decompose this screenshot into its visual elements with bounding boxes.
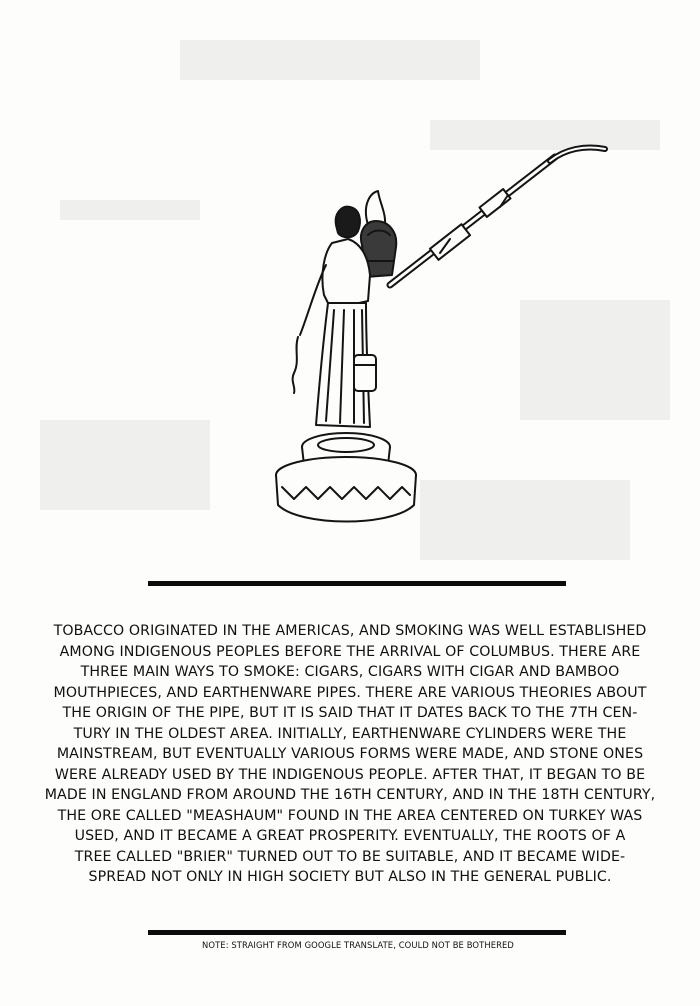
body-line: USED, AND IT BECAME A GREAT PROSPERITY. EVENTUALLY, THE ROOTS OF A: [74, 828, 626, 844]
top-divider-rule: [148, 581, 566, 586]
body-line: SPREAD NOT ONLY IN HIGH SOCIETY BUT ALSO IN THE GENERAL PUBLIC.: [88, 869, 612, 885]
body-line: MAINSTREAM, BUT EVENTUALLY VARIOUS FORMS WERE MADE, AND STONE ONES: [56, 746, 644, 762]
body-line: MOUTHPIECES, AND EARTHENWARE PIPES. THERE ARE VARIOUS THEORIES ABOUT: [53, 684, 647, 701]
body-line: WERE ALREADY USED BY THE INDIGENOUS PEOPLE. AFTER THAT, IT BEGAN TO BE: [54, 766, 646, 783]
body-line: THREE MAIN WAYS TO SMOKE: CIGARS, CIGARS WITH CIGAR AND BAMBOO: [80, 664, 620, 680]
body-line: TREE CALLED "BRIER" TURNED OUT TO BE SUITABLE, AND IT BECAME WIDE-: [74, 848, 626, 865]
body-line: MADE IN ENGLAND FROM AROUND THE 16TH CENTURY, AND IN THE 18TH CENTURY,: [44, 787, 656, 803]
body-line: TURY IN THE OLDEST AREA. INITIALLY, EARTHENWARE CYLINDERS WERE THE: [73, 725, 627, 742]
bottom-divider-rule: [148, 930, 566, 935]
body-line: TOBACCO ORIGINATED IN THE AMERICAS, AND SMOKING WAS WELL ESTABLISHED: [53, 623, 647, 639]
figure-pipe-illustration: [250, 135, 620, 535]
translator-note: NOTE: STRAIGHT FROM GOOGLE TRANSLATE, COULD NOT BE BOTHERED: [202, 940, 514, 950]
body-paragraph: [18, 621, 682, 888]
body-line: AMONG INDIGENOUS PEOPLES BEFORE THE ARRIVAL OF COLUMBUS. THERE ARE: [59, 643, 641, 660]
body-line: THE ORE CALLED "MEASHAUM" FOUND IN THE AREA CENTERED ON TURKEY WAS: [57, 807, 643, 824]
body-line: THE ORIGIN OF THE PIPE, BUT IT IS SAID THAT IT DATES BACK TO THE 7TH CEN-: [62, 705, 638, 721]
